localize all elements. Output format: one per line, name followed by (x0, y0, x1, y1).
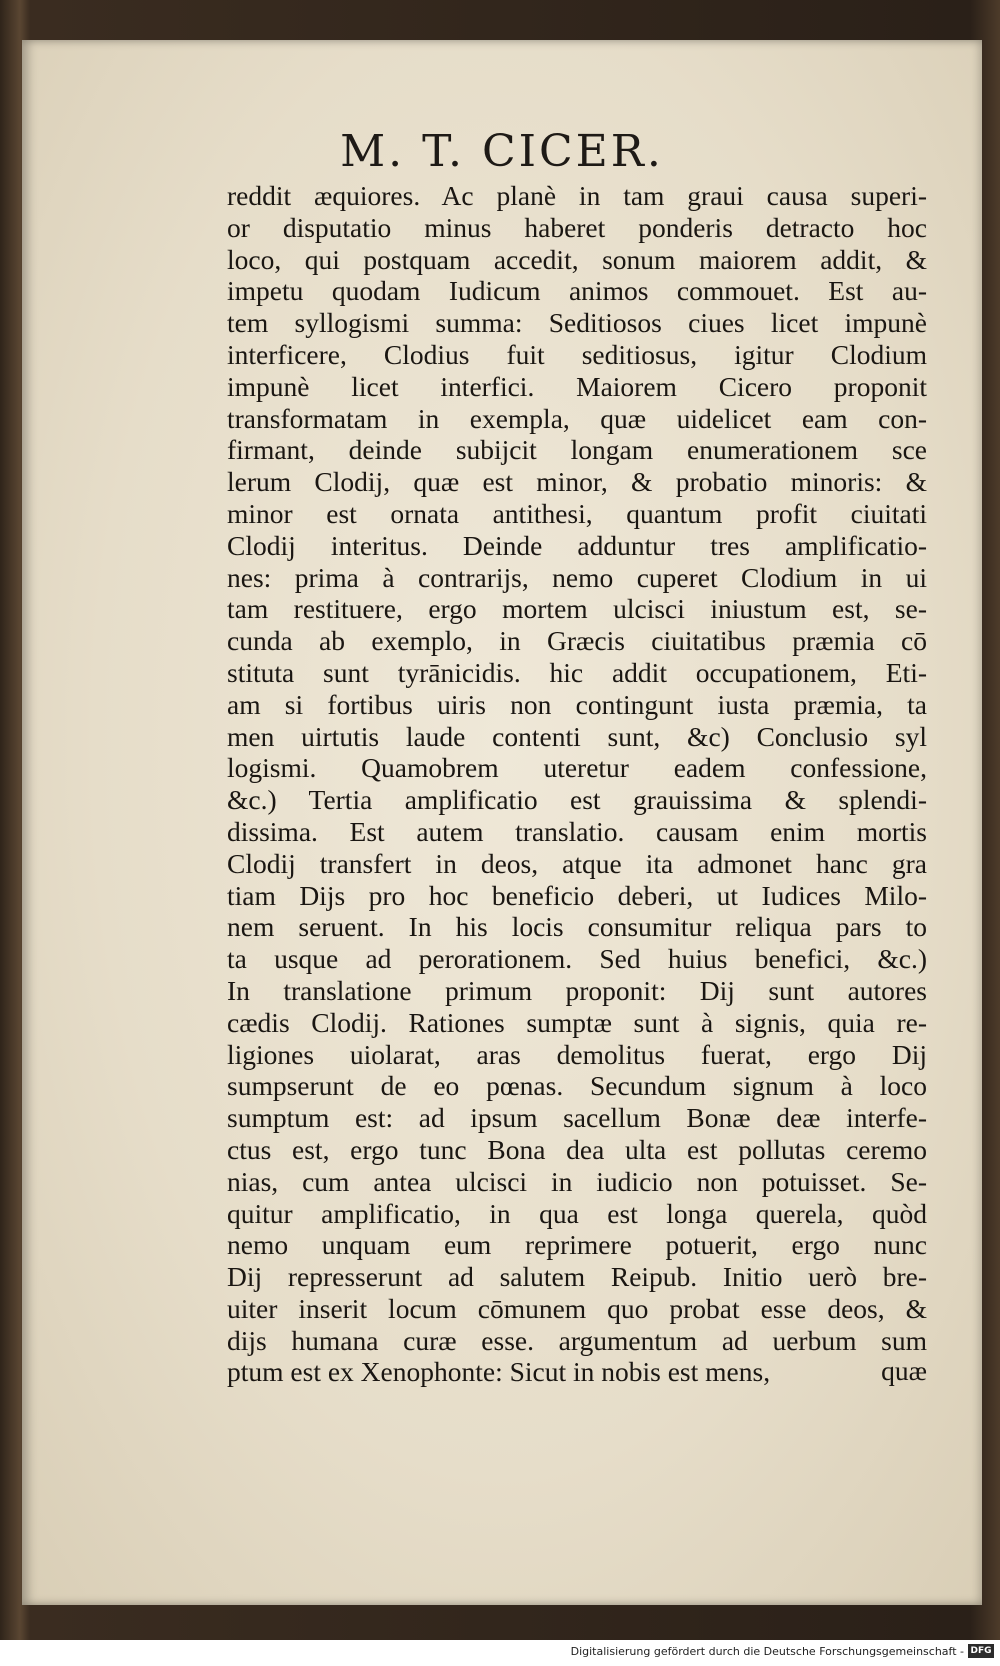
catchword: quæ (881, 1355, 927, 1386)
text-line: Clodij transfert in deos, atque ita admonet hanc gra (227, 847, 927, 879)
text-line: sumptum est: ad ipsum sacellum Bonæ deæ interfe- (227, 1102, 927, 1134)
text-line: quitur amplificatio, in qua est longa querela, quòd (227, 1197, 927, 1229)
text-line: stituta sunt tyrānicidis. hic addit occupationem, Eti- (227, 656, 927, 688)
text-line: reddit æquiores. Ac planè in tam graui causa superi- (227, 180, 927, 211)
text-line: loco, qui postquam accedit, sonum maiorem addit, & (227, 243, 927, 275)
text-line: tiam Dijs pro hoc beneficio deberi, ut Iudices Milo- (227, 879, 927, 911)
text-line: lerum Clodij, quæ est minor, & probatio minoris: & (227, 466, 927, 498)
text-line: or disputatio minus haberet ponderis detracto hoc (227, 211, 927, 243)
text-line: nes: prima à contrarijs, nemo cuperet Clodium in ui (227, 561, 927, 593)
text-line: Dij represserunt ad salutem Reipub. Initio uerò bre- (227, 1261, 927, 1293)
text-line: ptum est ex Xenophonte: Sicut in nobis est mens, (227, 1356, 771, 1388)
text-line: cunda ab exemplo, in Græcis ciuitatibus præmia cō (227, 625, 927, 657)
text-line: ta usque ad perorationem. Sed huius benefici, &c.) (227, 943, 927, 975)
text-line: tem syllogismi summa: Seditiosos ciues licet impunè (227, 307, 927, 339)
text-line: nem seruent. In his locis consumitur reliqua pars to (227, 911, 927, 943)
text-line: ctus est, ergo tunc Bona dea ulta est pollutas ceremo (227, 1133, 927, 1165)
dfg-logo: DFG (968, 1644, 994, 1658)
text-line: ligiones uiolarat, aras demolitus fuerat, ergo Dij (227, 1038, 927, 1070)
text-line: men uirtutis laude contenti sunt, &c) Conclusio syl (227, 720, 927, 752)
text-line: cædis Clodij. Rationes sumptæ sunt à signis, quia re- (227, 1006, 927, 1038)
text-line: In translatione primum proponit: Dij sunt autores (227, 974, 927, 1006)
text-line: impunè licet interfici. Maiorem Cicero proponit (227, 370, 927, 402)
text-line: logismi. Quamobrem uteretur eadem confessione, (227, 752, 927, 784)
text-line: sumpserunt de eo pœnas. Secundum signum à loco (227, 1070, 927, 1102)
text-block (227, 180, 927, 1388)
text-line: am si fortibus uiris non contingunt iusta præmia, ta (227, 688, 927, 720)
text-line: nemo unquam eum reprimere potuerit, ergo nunc (227, 1229, 927, 1261)
text-line: Clodij interitus. Deinde adduntur tres amplificatio- (227, 529, 927, 561)
text-line: dissima. Est autem translatio. causam enim mortis (227, 815, 927, 847)
text-line: minor est ornata antithesi, quantum profit ciuitati (227, 497, 927, 529)
book-page (22, 40, 982, 1605)
text-line: transformatam in exempla, quæ uidelicet eam con- (227, 402, 927, 434)
text-line: nias, cum antea ulcisci in iudicio non potuisset. Se- (227, 1165, 927, 1197)
text-line: impetu quodam Iudicum animos commouet. Est au- (227, 275, 927, 307)
text-line: &c.) Tertia amplificatio est grauissima & splendi- (227, 784, 927, 816)
text-line: uiter inserit locum cōmunem quo probat esse deos, & (227, 1292, 927, 1324)
text-line: dijs humana curæ esse. argumentum ad uerbum sum (227, 1324, 927, 1356)
footer-bar (0, 1640, 1000, 1666)
running-head: M. T. CICER. (340, 126, 664, 177)
text-line: tam restituere, ergo mortem ulcisci iniustum est, se- (227, 593, 927, 625)
footer-credit: Digitalisierung gefördert durch die Deutsche Forschungsgemeinschaft - (570, 1645, 964, 1658)
text-line: firmant, deinde subijcit longam enumerationem sce (227, 434, 927, 466)
text-line: interficere, Clodius fuit seditiosus, igitur Clodium (227, 338, 927, 370)
